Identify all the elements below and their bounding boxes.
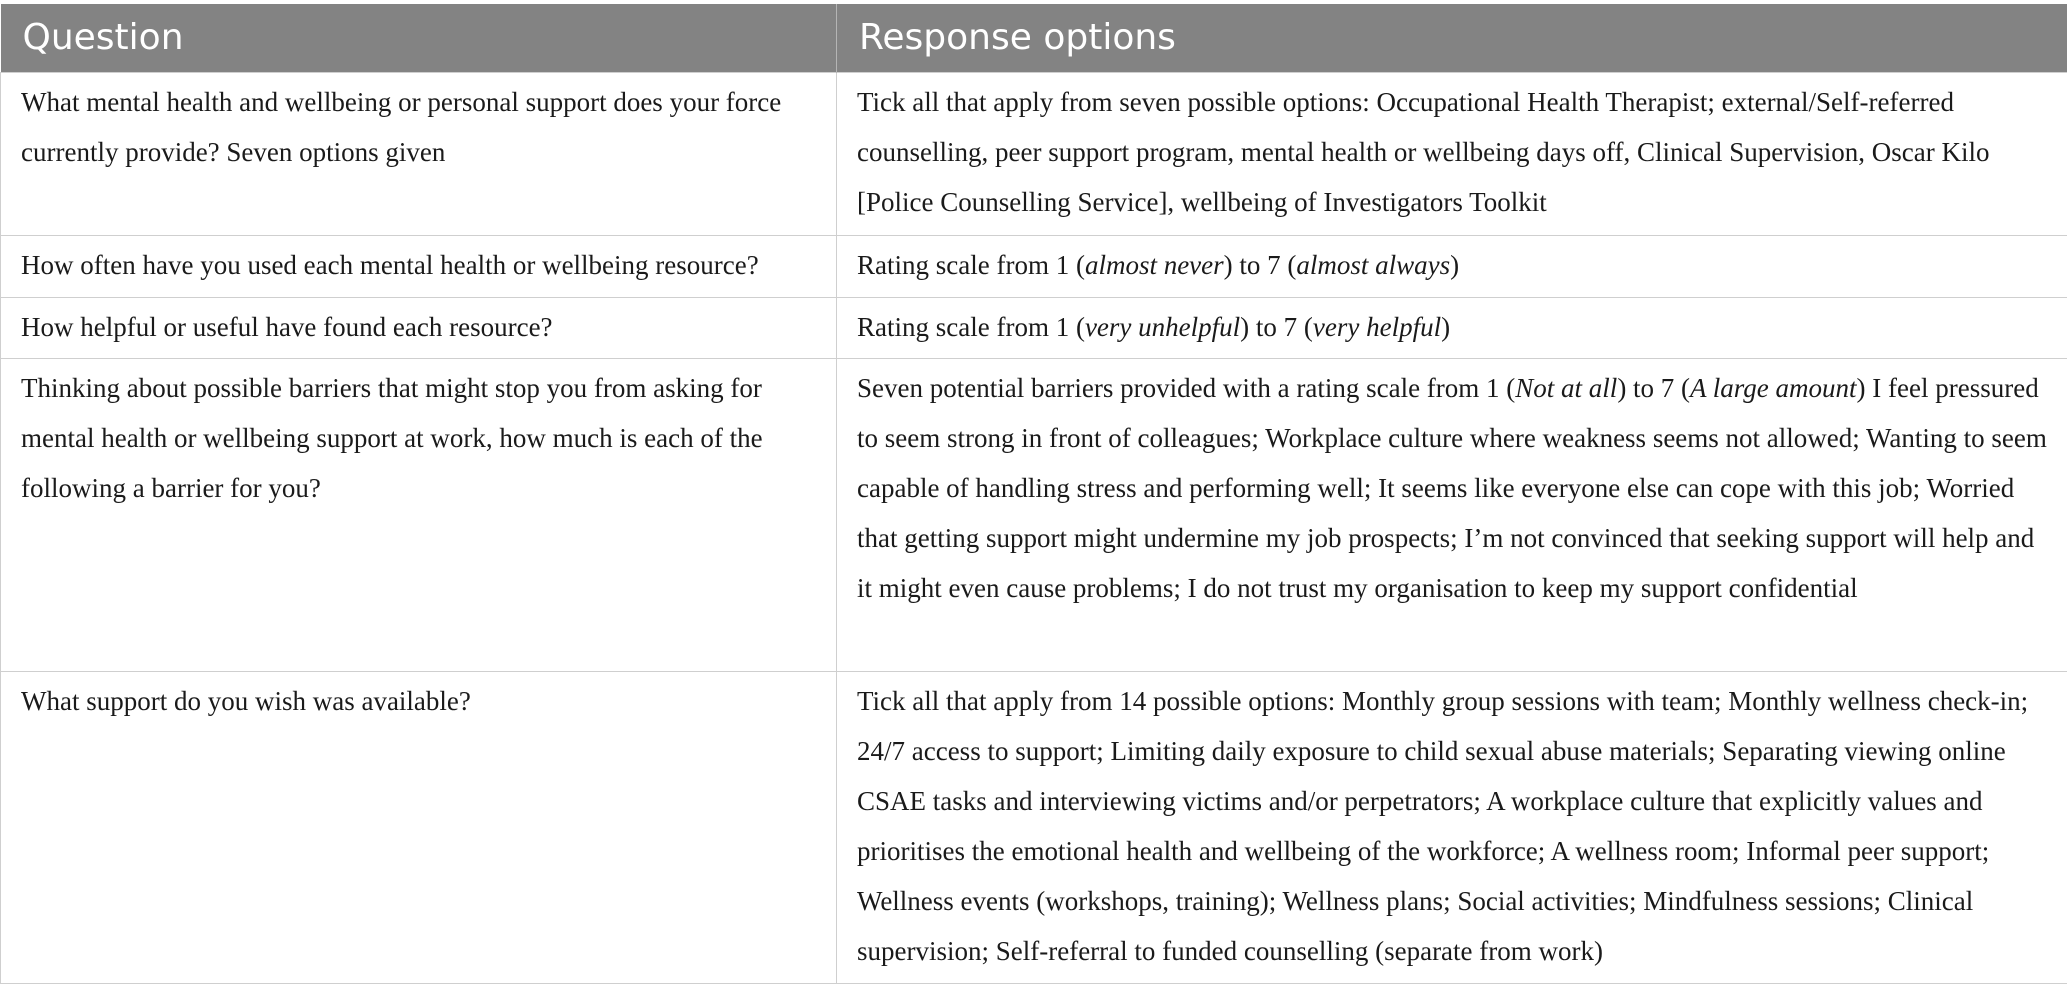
scale-low-label: Not at all [1515,372,1618,403]
column-header-question: Question [1,4,837,72]
question-cell: How helpful or useful have found each resource? [1,297,837,358]
response-text: ) to 7 ( [1617,372,1691,403]
response-cell: Tick all that apply from seven possible options: Occupational Health Therapist; external/Self-referred counselling, peer support program, mental health or wellbeing days off, Clinical Supervision, Oscar Kilo [Police Counselling Service], wellbeing of Investigators Toolkit [837,72,2067,235]
response-text: ) to 7 ( [1240,311,1313,342]
table-row [1,235,2067,297]
response-text: ) [1450,249,1460,280]
response-cell [837,297,2067,358]
question-cell: Thinking about possible barriers that might stop you from asking for mental health or wellbeing support at work, how much is each of the following a barrier for you? [1,358,837,671]
response-text: ) [1441,311,1451,342]
response-cell [837,235,2067,297]
response-cell: Tick all that apply from 14 possible options: Monthly group sessions with team; Monthly wellness check-in; 24/7 access to support; Limiting daily exposure to child sexual abuse materials; Separating viewing online CSAE tasks and interviewing victims and/or perpetrators; A workplace culture that explicitly values and prioritises the emotional health and wellbeing of the workforce; A wellness room; Informal peer support; Wellness events (workshops, training); Wellness plans; Social activities; Mindfulness sessions; Clinical supervision; Self-referral to funded counselling (separate from work) [837,671,2067,983]
column-header-response-options: Response options [837,4,2067,72]
response-text: Rating scale from 1 ( [857,249,1085,280]
table-body [1,72,2067,983]
question-cell: What support do you wish was available? [1,671,837,983]
scale-low-label: very unhelpful [1084,311,1241,342]
header-row [1,4,2067,72]
survey-questions-table [0,4,2067,984]
table-row [1,671,2067,983]
table-row [1,72,2067,235]
scale-high-label: very helpful [1312,311,1442,342]
response-text: ) to 7 ( [1223,249,1297,280]
response-text: ) I feel pressured to seem strong in front of colleagues; Workplace culture where weakness seems not allowed; Wanting to seem capable of handling stress and performing well; It seems like everyone else can cope with this job; Worried that getting support might undermine my job prospects; I’m not convinced that seeking support will help and it might even cause problems; I do not trust my organisation to keep my support confidential [857,372,2047,603]
scale-low-label: almost never [1084,249,1224,280]
scale-high-label: A large amount [1690,372,1857,403]
response-text: Rating scale from 1 ( [857,311,1085,342]
survey-table-container [0,4,2067,984]
table-row [1,297,2067,358]
scale-high-label: almost always [1296,249,1451,280]
table-row [1,358,2067,671]
question-cell: How often have you used each mental health or wellbeing resource? [1,235,837,297]
response-text: Seven potential barriers provided with a rating scale from 1 ( [857,372,1516,403]
question-cell: What mental health and wellbeing or personal support does your force currently provide? Seven options given [1,72,837,235]
table-header [1,4,2067,72]
response-cell [837,358,2067,671]
